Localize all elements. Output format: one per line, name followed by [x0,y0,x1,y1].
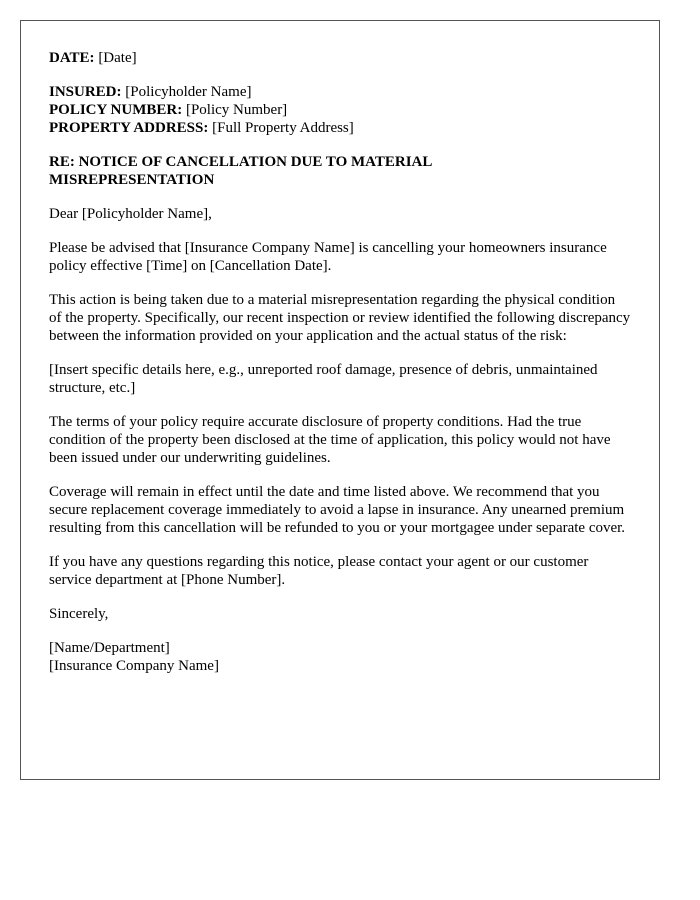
subject-line: RE: NOTICE OF CANCELLATION DUE TO MATERIAL MISREPRESENTATION [49,154,432,188]
body-paragraph-6: If you have any questions regarding this notice, please contact your agent or our customer service department at [Phone Number]. [49,554,589,588]
signature-block [49,639,631,675]
property-address-line [49,119,631,137]
letter-page [20,20,660,780]
closing: Sincerely, [49,606,109,622]
insured-label: INSURED: [49,84,122,100]
body-paragraph-4: The terms of your policy require accurate disclosure of property conditions. Had the true condition of the property been disclosed at the time of application, this policy would not have been issued under our underwriting guidelines. [49,414,611,466]
date-label: DATE: [49,50,95,66]
body-paragraph-2: This action is being taken due to a material misrepresentation regarding the physical condition of the property. Specifically, our recent inspection or review identified the following discrepancy between the information provided on your application and the actual status of the risk: [49,292,631,344]
insured-value: [Policyholder Name] [125,84,252,100]
insured-line [49,83,631,101]
policy-info-block [49,83,631,137]
property-address-label: PROPERTY ADDRESS: [49,120,209,136]
signature-name: [Name/Department] [49,640,170,656]
body-paragraph-details: [Insert specific details here, e.g., unreported roof damage, presence of debris, unmaintained structure, etc.] [49,362,598,396]
date-line [49,49,631,67]
policy-number-value: [Policy Number] [185,102,288,118]
body-paragraph-5: Coverage will remain in effect until the date and time listed above. We recommend that you secure replacement coverage immediately to avoid a lapse in insurance. Any unearned premium resulting from this cancellation will be refunded to you or your mortgagee under separate cover. [49,484,626,536]
property-address-value: [Full Property Address] [212,120,354,136]
policy-number-line [49,101,631,119]
salutation: Dear [Policyholder Name], [49,206,212,222]
date-value: [Date] [98,50,137,66]
signature-company: [Insurance Company Name] [49,658,219,674]
body-paragraph-1: Please be advised that [Insurance Company Name] is cancelling your homeowners insurance policy effective [Time] on [Cancellation Date]. [49,240,607,274]
policy-number-label: POLICY NUMBER: [49,102,183,118]
